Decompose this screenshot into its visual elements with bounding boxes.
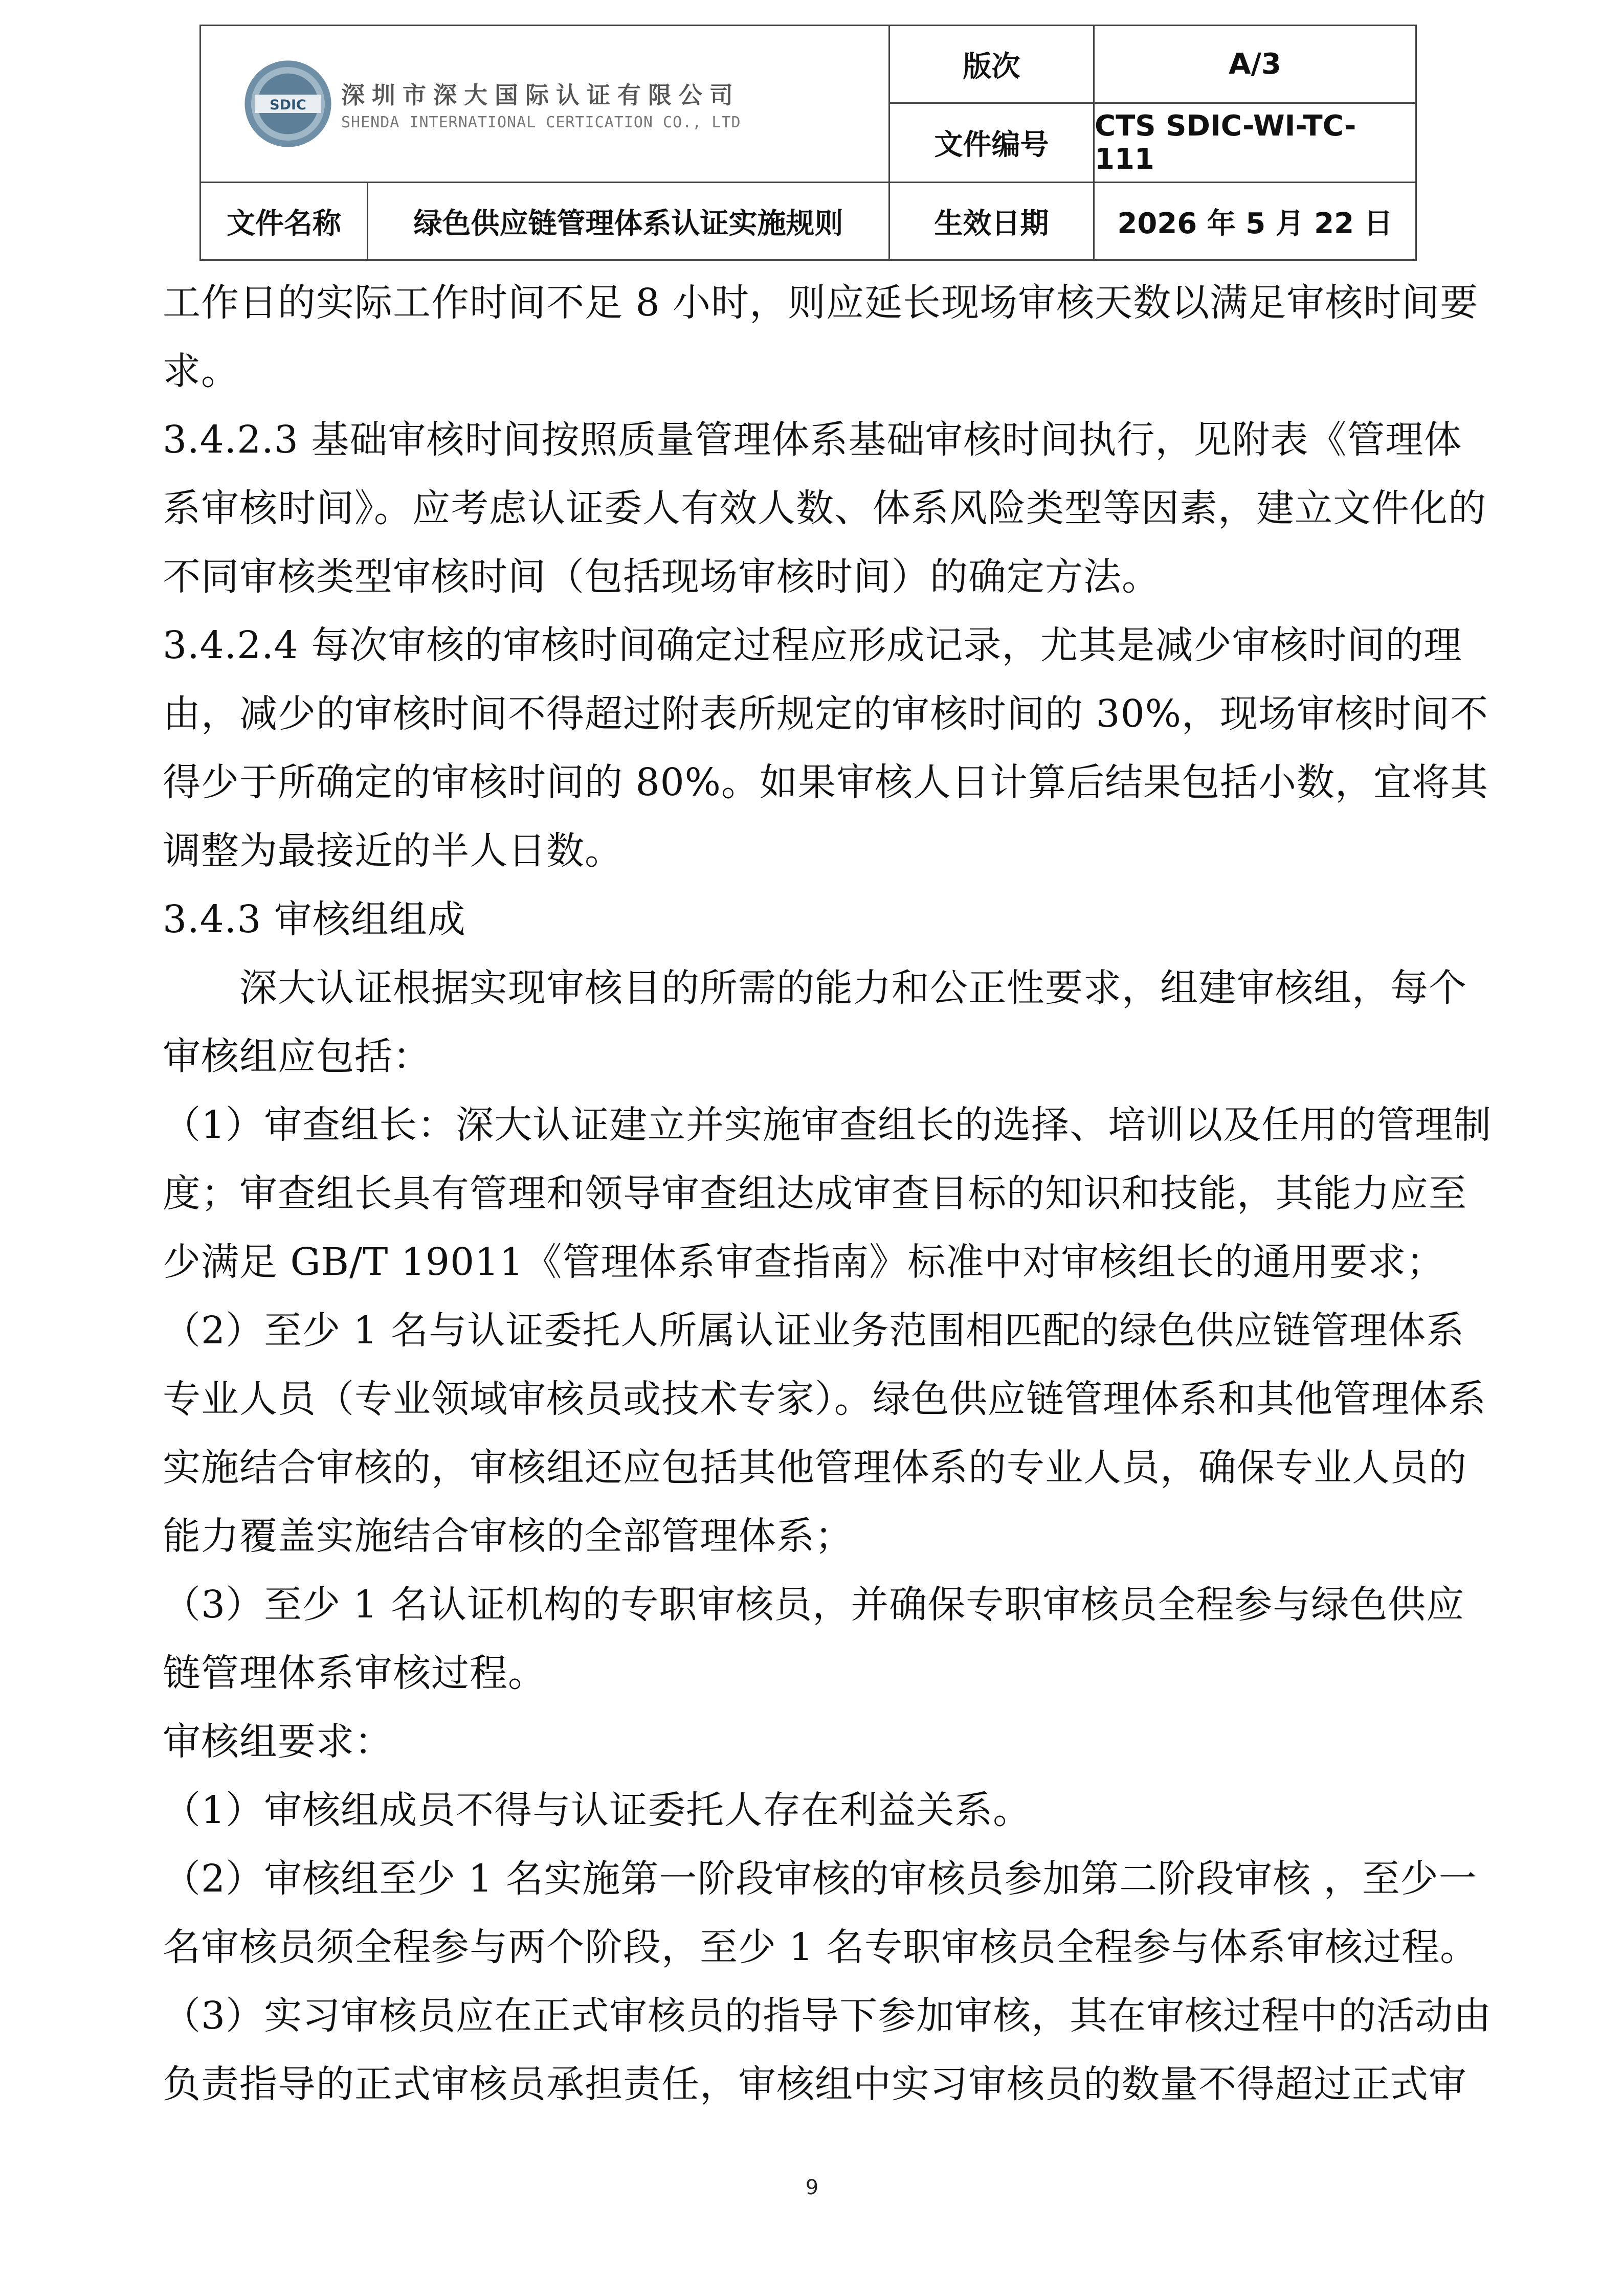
doc-name-value: 绿色供应链管理体系认证实施规则 xyxy=(367,182,890,261)
doc-name-label: 文件名称 xyxy=(199,182,368,261)
body-line: 不同审核类型审核时间（包括现场审核时间）的确定方法。 xyxy=(163,555,1160,599)
body-line: 专业人员（专业领域审核员或技术专家）。绿色供应链管理体系和其他管理体系 xyxy=(163,1377,1486,1421)
company-seal-icon xyxy=(242,58,334,150)
body-line: 实施结合审核的，审核组还应包括其他管理体系的专业人员，确保专业人员的 xyxy=(163,1446,1467,1490)
team-requirements-heading: 审核组要求： xyxy=(163,1720,393,1764)
page-number: 9 xyxy=(805,2176,819,2199)
body-line: 少满足 GB/T 19011《管理体系审查指南》标准中对审核组长的通用要求； xyxy=(163,1240,1445,1284)
requirement-item-2: （2）审核组至少 1 名实施第一阶段审核的审核员参加第二阶段审核 ，至少一 xyxy=(163,1857,1477,1901)
edition-label: 版次 xyxy=(888,25,1095,104)
section-3-4-2-4: 3.4.2.4 每次审核的审核时间确定过程应形成记录，尤其是减少审核时间的理 xyxy=(163,623,1462,667)
list-item-full-time-auditor: （3）至少 1 名认证机构的专职审核员，并确保专职审核员全程参与绿色供应 xyxy=(163,1583,1465,1627)
body-line: 审核组应包括： xyxy=(163,1034,431,1078)
list-item-team-leader: （1）审查组长：深大认证建立并实施审查组长的选择、培训以及任用的管理制 xyxy=(163,1103,1492,1147)
body-line: 度；审查组长具有管理和领导审查组达成审查目标的知识和技能，其能力应至 xyxy=(163,1172,1467,1215)
requirement-item-3: （3）实习审核员应在正式审核员的指导下参加审核，其在审核过程中的活动由 xyxy=(163,1994,1492,2038)
body-line: 系审核时间》。应考虑认证委人有效人数、体系风险类型等因素，建立文件化的 xyxy=(163,486,1486,530)
effective-date-label: 生效日期 xyxy=(888,182,1095,261)
body-line: 能力覆盖实施结合审核的全部管理体系； xyxy=(163,1514,853,1558)
body-line: 工作日的实际工作时间不足 8 小时，则应延长现场审核天数以满足审核时间要 xyxy=(163,281,1479,325)
company-logo xyxy=(242,58,741,150)
body-line: 链管理体系审核过程。 xyxy=(163,1651,546,1695)
body-line: 名审核员须全程参与两个阶段，至少 1 名专职审核员全程参与体系审核过程。 xyxy=(163,1925,1479,1969)
body-line: 调整为最接近的半人日数。 xyxy=(163,829,623,873)
body-line: 负责指导的正式审核员承担责任，审核组中实习审核员的数量不得超过正式审 xyxy=(163,2062,1467,2106)
body-line: 由，减少的审核时间不得超过附表所规定的审核时间的 30%，现场审核时间不 xyxy=(163,692,1488,736)
company-name-en: SHENDA INTERNATIONAL CERTICATION CO., LTD xyxy=(341,113,741,131)
body-line: 求。 xyxy=(163,349,239,393)
company-logo-cell xyxy=(199,25,890,183)
document-body xyxy=(163,268,1492,2119)
effective-date-value: 2026 年 5 月 22 日 xyxy=(1093,182,1417,261)
requirement-item-1: （1）审核组成员不得与认证委托人存在利益关系。 xyxy=(163,1788,1032,1832)
body-line: 深大认证根据实现审核目的所需的能力和公正性要求，组建审核组，每个 xyxy=(239,966,1467,1010)
body-line: 得少于所确定的审核时间的 80%。如果审核人日计算后结果包括小数，宜将其 xyxy=(163,760,1488,804)
document-header xyxy=(199,25,1417,261)
edition-value: A/3 xyxy=(1093,25,1417,104)
section-3-4-3-heading: 3.4.3 审核组组成 xyxy=(163,897,466,941)
company-name-cn: 深圳市深大国际认证有限公司 xyxy=(341,81,740,109)
doc-number-label: 文件编号 xyxy=(888,102,1095,183)
doc-number-value: CTS SDIC-WI-TC-111 xyxy=(1093,102,1417,183)
section-3-4-2-3: 3.4.2.3 基础审核时间按照质量管理体系基础审核时间执行，见附表《管理体 xyxy=(163,418,1462,462)
list-item-professional: （2）至少 1 名与认证委托人所属认证业务范围相匹配的绿色供应链管理体系 xyxy=(163,1309,1465,1353)
logo-text: SDIC xyxy=(270,97,306,113)
